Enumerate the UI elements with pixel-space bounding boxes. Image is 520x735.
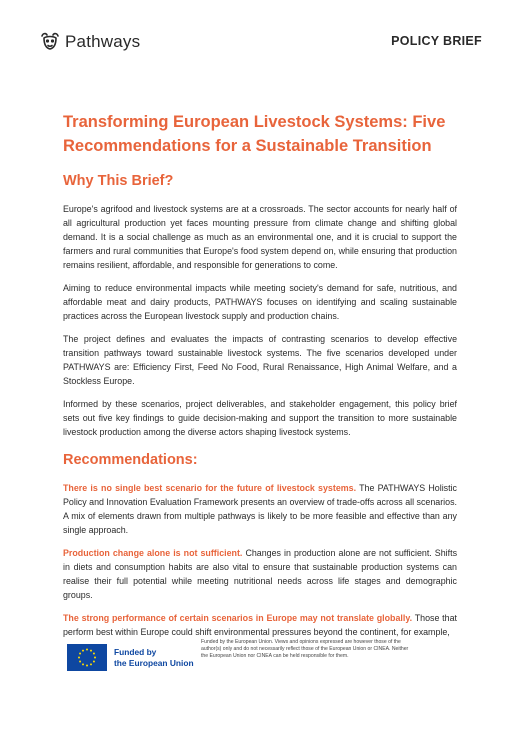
logo-wordmark: Pathways: [65, 32, 141, 51]
funding-disclaimer: Funded by the European Union. Views and opinions expressed are however those of the author(s) only and do not necessarily reflect those of the European Union or CINEA. Neither the European Union nor CINEA can be held responsible for them.: [201, 639, 409, 659]
eu-star: [90, 650, 92, 652]
recommendations-heading: Recommendations:: [63, 452, 198, 468]
cow-logo-icon: [38, 30, 62, 54]
brief-content: [63, 110, 457, 648]
recommendation-3: [63, 611, 457, 639]
eu-star: [82, 663, 84, 665]
why-paragraph-3: The project defines and evaluates the impacts of contrasting scenarios to develop effective transition pathways toward sustainable livestock systems. The five scenarios developed under PATHWAYS are: Efficiency First, Feed No Food, Rural Renaissance, High Animal Welfare, and a Stockless Europe.: [63, 334, 457, 386]
page-header: [38, 26, 482, 66]
why-paragraph-2: Aiming to reduce environmental impacts while meeting society's demand for safe, nutritious, and affordable meat and dairy products, PATHWAYS focuses on identifying and scaling sustainable practices across the European livestock supply and production chains.: [63, 283, 457, 321]
eu-star: [86, 649, 88, 651]
recommendation-2-text: Changes in production alone are not sufficient. Shifts in diets and consumption habits are also vital to ensure that sustainable production systems can realise their full potential while meeting nutritional needs across life stages and demographic groups.: [63, 548, 458, 600]
recommendation-3-text: Those that perform best within Europe could shift environmental pressures beyond the continent, for example,: [63, 613, 457, 637]
recommendation-2: [63, 546, 457, 602]
recommendation-1-text: The PATHWAYS Holistic Policy and Innovation Evaluation Framework presents an overview of trade-offs across all scenarios. A mix of elements drawn from multiple pathways is likely to be more feasible and effective than any single approach.: [63, 483, 457, 535]
recommendation-3-lead: The strong performance of certain scenarios in Europe may not translate globally.: [63, 613, 413, 623]
eu-flag-icon: [67, 644, 107, 671]
eu-star: [79, 653, 81, 655]
eu-funding-line-2: the European Union: [114, 658, 194, 668]
recommendation-1-lead: There is no single best scenario for the future of livestock systems.: [63, 483, 357, 493]
eu-star: [82, 650, 84, 652]
eu-funding-label: [114, 647, 194, 669]
recommendation-1: [63, 481, 457, 537]
pathways-logo: [38, 30, 140, 54]
eu-star: [79, 661, 81, 663]
why-paragraph-1: Europe's agrifood and livestock systems are at a crossroads. The sector accounts for nearly half of all agricultural production yet faces mounting pressure from climate change and shifting global demand. It is a social challenge as much as an environmental one, and it is crucial to support the farmers and rural communities that Europe's food system depend on, while ensuring that production remains resilient, affordable, and responsible for generations to come.: [63, 204, 457, 270]
eu-star: [90, 663, 92, 665]
eu-star: [93, 653, 95, 655]
why-paragraph-4: Informed by these scenarios, project deliverables, and stakeholder engagement, this policy brief sets out five key findings to guide decision-making and support the transition to more sustainable livestock production among the diverse actors shaping livestock systems.: [63, 399, 457, 437]
eu-funding-line-1: Funded by: [114, 647, 157, 657]
brief-title: Transforming European Livestock Systems: Five Recommendations for a Sustainable Transition: [63, 113, 446, 155]
eu-star: [78, 657, 80, 659]
why-heading: Why This Brief?: [63, 173, 174, 189]
recommendation-2-lead: Production change alone is not sufficient.: [63, 548, 243, 558]
eu-star: [93, 661, 95, 663]
page-footer: [63, 636, 457, 680]
document-type-label: POLICY BRIEF: [391, 34, 482, 48]
eu-star: [94, 657, 96, 659]
eu-star: [86, 665, 88, 667]
